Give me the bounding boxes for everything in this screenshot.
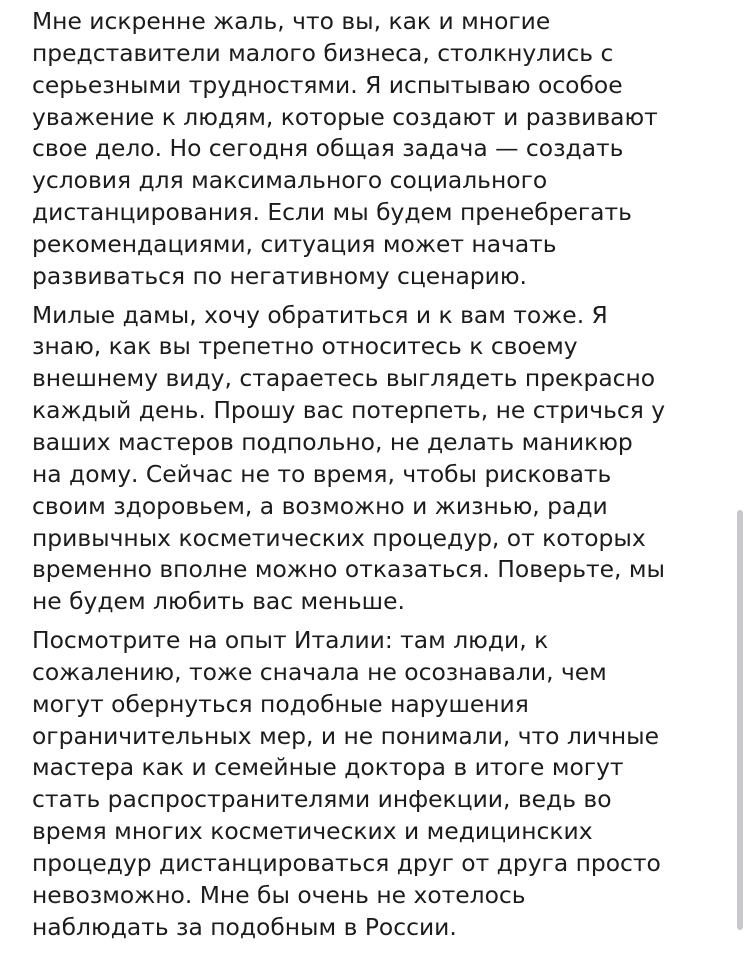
paragraph-2 <box>32 300 732 618</box>
text-line: Милые дамы, хочу обратиться и к вам тоже. Я <box>32 300 608 329</box>
text-line: не будем любить вас меньше. <box>32 587 405 616</box>
text-line: условия для максимального социального <box>32 166 548 195</box>
text-line: привычных косметических процедур, от которых <box>32 523 646 552</box>
text-line: сожалению, тоже сначала не осознавали, чем <box>32 657 607 686</box>
text-line: уважение к людям, которые создают и развивают <box>32 102 658 131</box>
text-line: свое дело. Но сегодня общая задача — создать <box>32 134 624 163</box>
text-line: серьезными трудностями. Я испытываю особое <box>32 70 623 99</box>
text-line: мастера как и семейные доктора в итоге могут <box>32 753 624 782</box>
text-line: Посмотрите на опыт Италии: там люди, к <box>32 626 549 655</box>
text-line: на дому. Сейчас не то время, чтобы рисковать <box>32 459 612 488</box>
text-line: развиваться по негативному сценарию. <box>32 261 527 290</box>
text-line: Мне искренне жаль, что вы, как и многие <box>32 7 551 35</box>
text-line: стать распространителями инфекции, ведь во <box>32 785 612 814</box>
text-line: ограничительных мер, и не понимали, что личные <box>32 721 660 750</box>
vertical-scrollbar[interactable] <box>737 510 743 930</box>
text-line: рекомендациями, ситуация может начать <box>32 229 557 258</box>
text-line: каждый день. Прошу вас потерпеть, не стричься у <box>32 396 666 425</box>
text-line: наблюдать за подобным в России. <box>32 912 457 941</box>
article-text <box>32 6 732 950</box>
paragraph-1 <box>32 6 732 293</box>
text-line: своим здоровьем, а возможно и жизнью, ради <box>32 491 608 520</box>
text-line: могут обернуться подобные нарушения <box>32 689 529 718</box>
text-line: ваших мастеров подпольно, не делать маникюр <box>32 427 633 456</box>
paragraph-3 <box>32 625 732 943</box>
text-line: время многих косметических и медицинских <box>32 817 593 846</box>
text-line: знаю, как вы трепетно относитесь к своему <box>32 332 578 361</box>
text-line: представители малого бизнеса, столкнулись с <box>32 38 614 67</box>
text-line: дистанцирования. Если мы будем пренебрегать <box>32 198 632 227</box>
text-line: временно вполне можно отказаться. Поверьте, мы <box>32 555 666 584</box>
text-line: невозможно. Мне бы очень не хотелось <box>32 880 526 909</box>
text-line: внешнему виду, стараетесь выглядеть прекрасно <box>32 364 656 393</box>
text-line: процедур дистанцироваться друг от друга просто <box>32 848 661 877</box>
